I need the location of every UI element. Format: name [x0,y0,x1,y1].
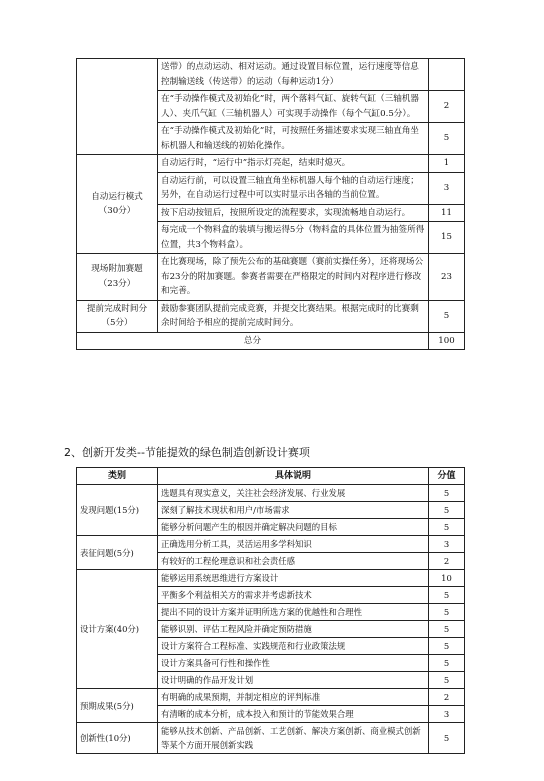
category-points: （23分） [98,278,136,289]
score-cell: 3 [429,536,465,553]
header-score: 分值 [429,468,465,485]
score-cell: 15 [429,222,465,254]
score-cell: 1 [429,155,465,173]
score-cell: 5 [429,519,465,536]
score-cell: 5 [429,502,465,519]
criteria-cell: 选题具有现实意义，关注社会经济发展、行业发展 [158,485,429,502]
score-cell: 11 [429,204,465,222]
score-cell: 5 [429,123,465,155]
header-detail: 具体说明 [158,468,429,485]
category-cell: 创新性(10分) [77,723,158,754]
score-cell: 5 [429,672,465,689]
category-cell: 表征问题(5分) [77,536,158,570]
category-label: 自动运行模式 [91,191,143,202]
criteria-cell: 自动运行前，可以设置三轴直角坐标机器人每个轴的自动运行速度；另外，在自动运行过程中可以实时显示出各轴的当前位置。 [158,172,429,204]
table-row [77,300,465,332]
total-label: 总分 [77,332,429,350]
category-cell-early: 提前完成时间分（5分） [77,300,158,332]
criteria-cell: 深刻了解技术现状和用户/市场需求 [158,502,429,519]
criteria-cell: 每完成一个物料盒的装填与搬运得5分（物料盒的具体位置为抽签所得位置，共3个物料盒）。 [158,222,429,254]
table-row [77,570,465,587]
criteria-cell: 设计方案符合工程标准、实践规范和行业政策法规 [158,638,429,655]
score-cell: 5 [429,638,465,655]
criteria-cell: 设计方案具备可行性和操作性 [158,655,429,672]
score-cell: 2 [429,91,465,123]
criteria-cell: 能够分析问题产生的根因并确定解决问题的目标 [158,519,429,536]
score-cell: 2 [429,689,465,706]
category-cell: 发现问题(15分) [77,485,158,536]
total-row [77,332,465,350]
score-cell: 5 [429,587,465,604]
table-row [77,254,465,301]
scoring-table-2 [76,467,465,754]
criteria-cell: 能够从技术创新、产品创新、工艺创新、解决方案创新、商业模式创新等某个方面开展创新实践 [158,723,429,754]
score-cell: 5 [429,723,465,754]
category-cell: 设计方案(40分) [77,570,158,689]
scoring-table-1 [76,58,465,350]
score-cell: 23 [429,254,465,301]
criteria-cell: 送带）的点动运动、相对运动。通过设置目标位置，运行速度等信息控制输送线（传送带）的运动（每种运动1分） [158,59,429,91]
criteria-cell: 设计明确的作品开发计划 [158,672,429,689]
criteria-cell: 正确选用分析工具，灵活运用多学科知识 [158,536,429,553]
criteria-cell: 在“手动操作模式及初始化”时，可按照任务描述要求实现三轴直角坐标机器人和输送线的初始化操作。 [158,123,429,155]
criteria-cell: 能够运用系统思维进行方案设计 [158,570,429,587]
criteria-cell: 能够识别、评估工程风险并确定预防措施 [158,621,429,638]
category-cell-onsite [77,254,158,301]
total-score: 100 [429,332,465,350]
criteria-cell: 有较好的工程伦理意识和社会责任感 [158,553,429,570]
score-cell: 5 [429,604,465,621]
table-row [77,485,465,502]
category-label: 现场附加赛题 [91,264,143,275]
criteria-cell: 鼓励参赛团队提前完成竞赛，并提交比赛结果。根据完成时的比赛剩余时间给予相应的提前完成时间分。 [158,300,429,332]
score-cell: 5 [429,300,465,332]
criteria-cell: 自动运行时，“运行中”指示灯亮起，结束时熄灭。 [158,155,429,173]
category-points: （30分） [98,206,136,216]
criteria-cell: 提出不同的设计方案并证明所选方案的优越性和合理性 [158,604,429,621]
section-heading: 2、创新开发类--节能提效的绿色制造创新设计赛项 [64,446,310,459]
score-cell: 10 [429,570,465,587]
criteria-cell: 有清晰的成本分析，成本投入和预计的节能效果合理 [158,706,429,723]
criteria-cell: 在比赛现场，除了预先公布的基础赛题（赛前实操任务），还将现场公布23分的附加赛题。参赛者需要在严格限定的时间内对程序进行修改和完善。 [158,254,429,301]
category-cell: 预期成果(5分) [77,689,158,723]
score-cell: 2 [429,553,465,570]
category-cell-auto [77,155,158,254]
criteria-cell: 平衡多个利益相关方的需求并考虑新技术 [158,587,429,604]
category-cell [77,59,158,155]
score-cell [429,59,465,91]
table-row [77,59,465,91]
score-cell: 5 [429,621,465,638]
score-cell: 5 [429,485,465,502]
score-cell: 3 [429,706,465,723]
score-cell: 5 [429,655,465,672]
table-row [77,723,465,754]
header-row [77,468,465,485]
criteria-cell: 在“手动操作模式及初始化”时，两个落料气缸、旋转气缸（三轴机器人）、夹爪气缸（三轴机器人）可实现手动操作（每个气缸0.5分）。 [158,91,429,123]
table-row [77,155,465,173]
criteria-cell: 有明确的成果预期，并制定相应的评判标准 [158,689,429,706]
table-row [77,689,465,706]
header-category: 类别 [77,468,158,485]
table-row [77,536,465,553]
criteria-cell: 按下启动按钮后，按照所设定的流程要求，实现流畅地自动运行。 [158,204,429,222]
score-cell: 3 [429,172,465,204]
